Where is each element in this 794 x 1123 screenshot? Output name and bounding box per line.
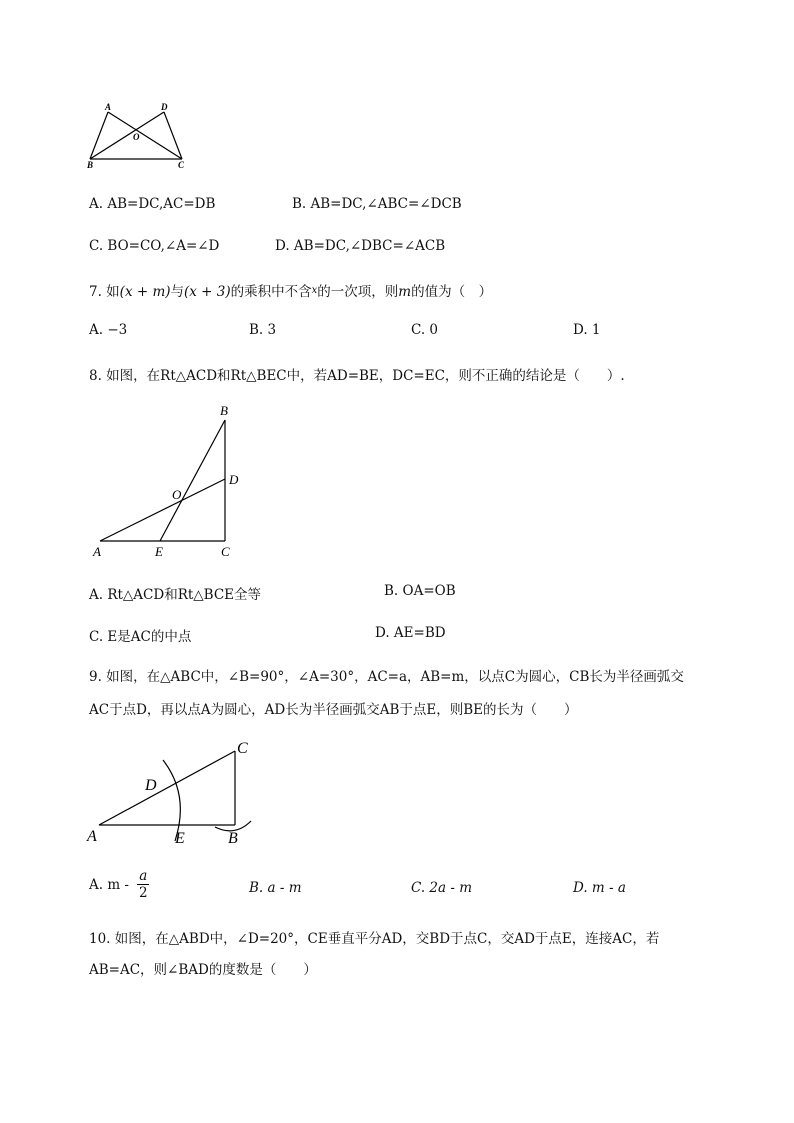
label-d: D <box>229 472 239 487</box>
segment-cd <box>164 112 182 159</box>
label-o: O <box>133 132 140 142</box>
q7-var-x: x <box>311 285 318 296</box>
q7-stem <box>89 280 492 300</box>
label-b: B <box>220 403 228 418</box>
q6-option-c: C. BO=CO,∠A=∠D <box>89 238 220 254</box>
q10-stem-line1: 10. 如图，在△ABD中，∠D=20°，CE垂直平分AD，交BD于点C，交AD于点E，连接AC，若 <box>89 931 660 947</box>
q9-stem-line1: 9. 如图，在△ABC中，∠B=90°，∠A=30°，AC=a，AB=m，以点C为圆心，CB长为半径画弧交 <box>89 669 684 685</box>
q7-option-d: D. 1 <box>573 322 601 338</box>
arc-d <box>163 760 180 841</box>
segment-ad <box>100 479 225 541</box>
label-o: O <box>172 487 182 502</box>
q7-text2: 的乘积中不含 <box>230 284 312 300</box>
q8-option-b: B. OA=OB <box>384 583 456 599</box>
label-c: C <box>237 740 248 757</box>
q7-mid: 与 <box>170 284 185 300</box>
q9-option-c: C. 2a - m <box>411 880 473 896</box>
q9-fraction-denominator: 2 <box>139 885 148 902</box>
q6-option-a: A. AB=DC,AC=DB <box>89 196 216 212</box>
q7-number: 7. 如 <box>89 284 120 300</box>
q10-stem-line2: AB=AC，则∠BAD的度数是（ ） <box>89 962 317 978</box>
label-b: B <box>228 830 238 847</box>
label-d: D <box>145 777 157 794</box>
q9-option-a-fraction <box>137 868 149 901</box>
q7-option-c: C. 0 <box>411 322 439 338</box>
label-b: B <box>87 160 94 170</box>
q8-option-c: C. E是AC的中点 <box>89 629 192 645</box>
label-a: A <box>105 102 112 112</box>
q9-option-b: B. a - m <box>249 880 302 896</box>
label-c: C <box>178 160 185 170</box>
label-a: A <box>87 828 97 845</box>
q7-var-m: m <box>398 284 412 300</box>
label-e: E <box>155 544 163 559</box>
q7-option-a: A. −3 <box>89 322 128 338</box>
q9-option-a-prefix: A. m - <box>89 876 129 893</box>
label-e: E <box>175 830 185 847</box>
segment-ac <box>108 112 182 159</box>
figure-q9 <box>85 735 265 850</box>
q7-expr2: (x + 3) <box>184 284 231 300</box>
q7-text3: 的一次项，则 <box>317 284 399 300</box>
figure-q8 <box>90 400 250 565</box>
q8-stem: 8. 如图，在Rt△ACD和Rt△BEC中，若AD=BE，DC=EC，则不正确的结论是（ ）. <box>89 368 625 384</box>
q7-option-b: B. 3 <box>249 322 277 338</box>
label-a: A <box>93 544 101 559</box>
label-c: C <box>221 544 230 559</box>
q7-text4: 的值为（ ） <box>411 284 493 300</box>
q8-option-d: D. AE=BD <box>375 625 446 641</box>
q6-option-b: B. AB=DC,∠ABC=∠DCB <box>292 196 462 212</box>
segment-ac <box>99 751 235 825</box>
q9-fraction-numerator: a <box>139 868 148 884</box>
q9-stem-line2: AC于点D，再以点A为圆心，AD长为半径画弧交AB于点E，则BE的长为（ ） <box>89 702 578 718</box>
q9-option-d: D. m - a <box>573 880 626 896</box>
segment-db <box>90 112 164 159</box>
segment-ab <box>90 112 108 159</box>
q6-option-d: D. AB=DC,∠DBC=∠ACB <box>275 238 446 254</box>
figure-q6 <box>85 100 195 172</box>
segment-be <box>160 420 225 541</box>
q9-option-a <box>89 868 149 901</box>
q8-option-a: A. Rt△ACD和Rt△BCE全等 <box>89 587 262 603</box>
label-d: D <box>161 102 168 112</box>
q7-expr1: (x + m) <box>119 284 171 300</box>
